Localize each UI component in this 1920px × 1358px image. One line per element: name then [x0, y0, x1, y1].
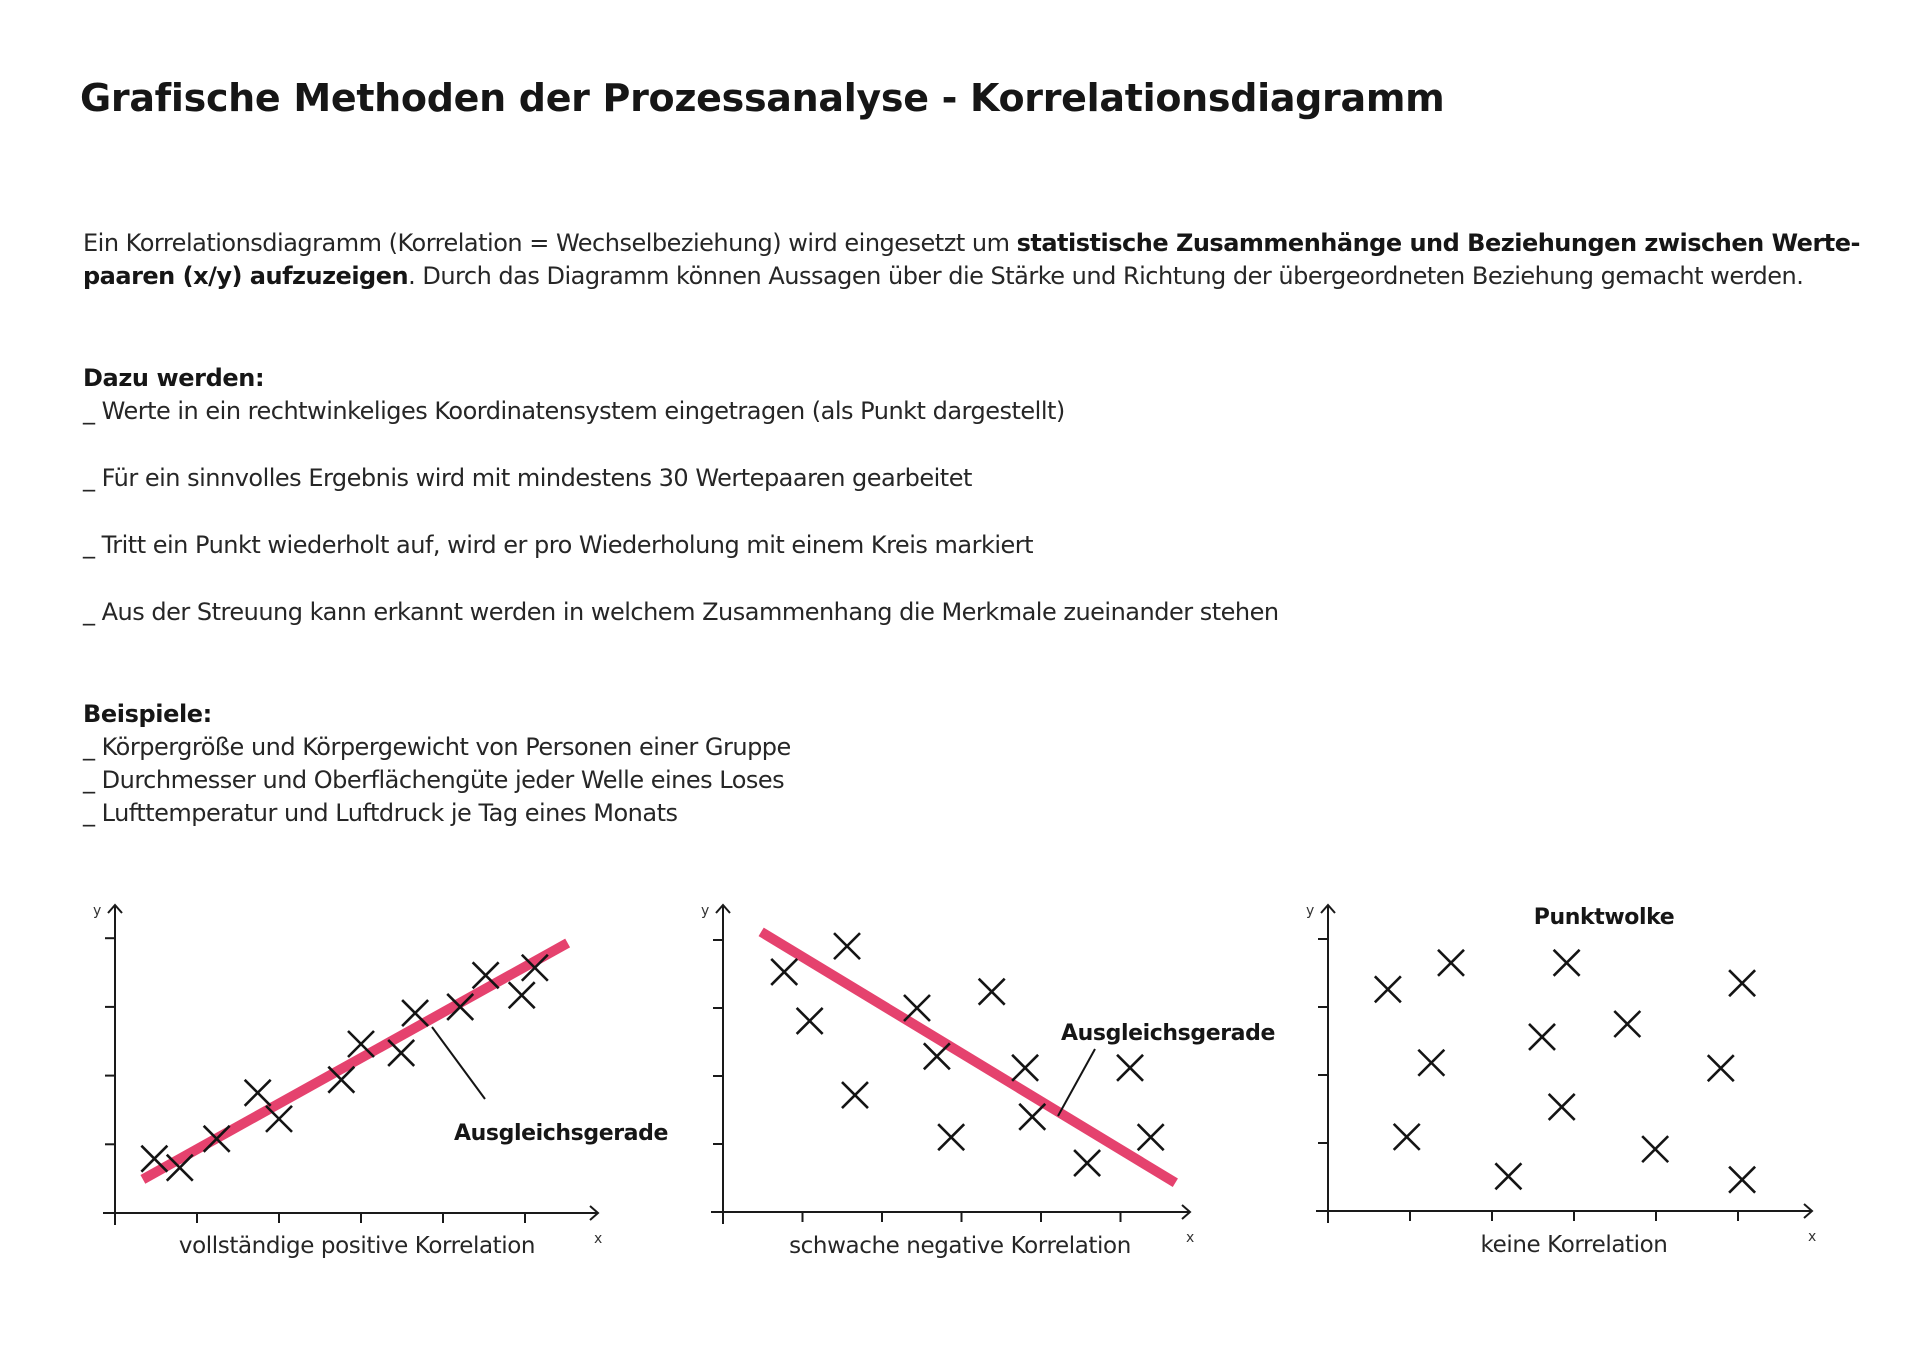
data-point-cross [266, 1106, 292, 1132]
data-point-cross [771, 959, 797, 985]
data-point-cross [1729, 970, 1755, 996]
data-point-cross [1074, 1150, 1100, 1176]
examples-item: _ Körpergröße und Körpergewicht von Personen einer Gruppe [83, 733, 791, 761]
data-point-cross [1495, 1163, 1521, 1189]
x-axis-label: x [1808, 1229, 1817, 1245]
chart-negative-correlation [701, 903, 1275, 1259]
data-point-cross [1117, 1055, 1143, 1081]
data-point-cross [979, 979, 1005, 1005]
data-point-cross [1019, 1104, 1045, 1130]
page-title: Grafische Methoden der Prozessanalyse - Korrelationsdiagramm [80, 76, 1445, 120]
data-point-cross [797, 1008, 823, 1034]
chart-caption: vollständige positive Korrelation [178, 1233, 536, 1259]
intro-bold-text: statistische Zusammenhänge und Beziehungen zwischen Werte-paaren (x/y) aufzuzeigen [83, 229, 1861, 290]
y-axis-label: y [93, 903, 102, 919]
steps-item: _ Tritt ein Punkt wiederholt auf, wird er pro Wiederholung mit einem Kreis markiert [83, 531, 1034, 559]
data-point-cross [1375, 976, 1401, 1002]
intro-text-2: . Durch das Diagramm können Aussagen über die Stärke und Richtung der übergeordneten Beziehung gemacht werden. [408, 262, 1804, 290]
y-axis-label: y [701, 903, 710, 919]
steps-heading: Dazu werden: [83, 364, 265, 392]
data-point-cross [1418, 1050, 1444, 1076]
intro-text-1: Ein Korrelationsdiagramm (Korrelation = Wechselbeziehung) wird eingesetzt um [83, 229, 1017, 257]
data-point-cross [1554, 950, 1580, 976]
data-point-cross [904, 995, 930, 1021]
chart-no-correlation [1306, 903, 1816, 1258]
data-point-cross [1729, 1167, 1755, 1193]
data-point-cross [245, 1080, 271, 1106]
data-point-cross [388, 1040, 414, 1066]
data-point-cross [834, 933, 860, 959]
data-point-cross [1529, 1024, 1555, 1050]
data-point-cross [1438, 950, 1464, 976]
chart-caption: schwache negative Korrelation [789, 1233, 1131, 1259]
data-point-cross [842, 1082, 868, 1108]
steps-item: _ Aus der Streuung kann erkannt werden in welchem Zusammenhang die Merkmale zueinander stehen [83, 598, 1279, 626]
x-axis-label: x [594, 1231, 603, 1247]
steps-item: _ Werte in ein rechtwinkeliges Koordinatensystem eingetragen (als Punkt dargestellt) [83, 397, 1065, 425]
chart-annotation: Ausgleichsgerade [454, 1121, 668, 1146]
data-point-cross [1642, 1136, 1668, 1162]
x-axis-label: x [1186, 1230, 1195, 1246]
examples-heading: Beispiele: [83, 700, 212, 728]
steps-item: _ Für ein sinnvolles Ergebnis wird mit mindestens 30 Wertepaaren gearbeitet [83, 464, 972, 492]
data-point-cross [1549, 1094, 1575, 1120]
fit-line [761, 932, 1175, 1183]
y-axis-label: y [1306, 903, 1315, 919]
data-point-cross [1614, 1011, 1640, 1037]
data-point-cross [1012, 1055, 1038, 1081]
data-point-cross [924, 1043, 950, 1069]
data-point-cross [938, 1124, 964, 1150]
chart-annotation: Punktwolke [1533, 905, 1675, 930]
examples-item: _ Lufttemperatur und Luftdruck je Tag eines Monats [83, 799, 678, 827]
chart-positive-correlation [93, 903, 668, 1259]
data-point-cross [1708, 1055, 1734, 1081]
annotation-leader-line [1058, 1049, 1095, 1116]
data-point-cross [509, 982, 535, 1008]
data-point-cross [1394, 1124, 1420, 1150]
annotation-leader-line [432, 1027, 485, 1099]
chart-annotation: Ausgleichsgerade [1061, 1021, 1275, 1046]
data-point-cross [1138, 1124, 1164, 1150]
examples-item: _ Durchmesser und Oberflächengüte jeder Welle eines Loses [83, 766, 785, 794]
chart-caption: keine Korrelation [1480, 1232, 1668, 1258]
